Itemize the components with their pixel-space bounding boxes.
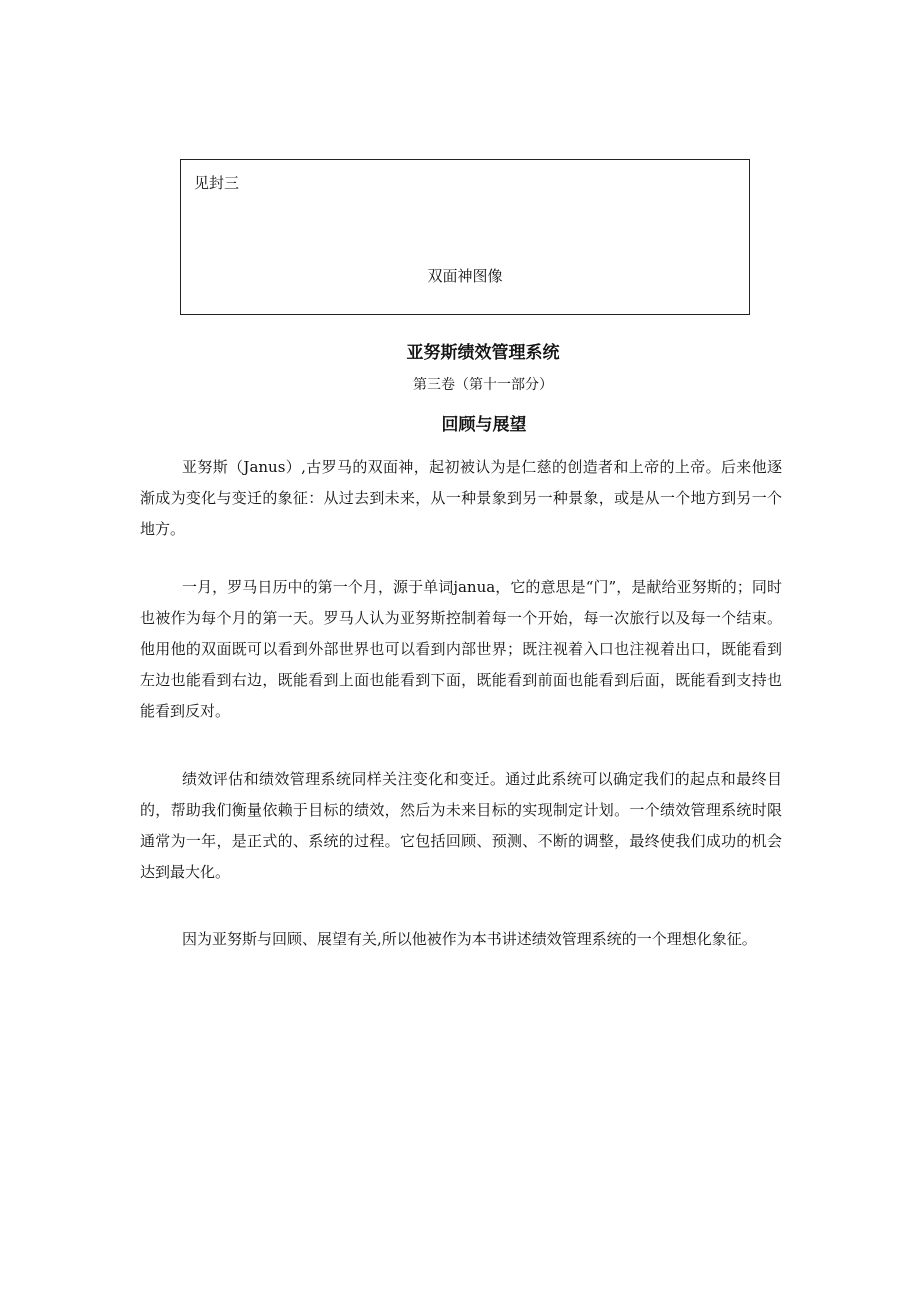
document-title: 亚努斯绩效管理系统 xyxy=(406,343,560,363)
paragraph-3: 绩效评估和绩效管理系统同样关注变化和变迁。通过此系统可以确定我们的起点和最终目的，帮助我们衡量依赖于目标的绩效，然后为未来目标的实现制定计划。一个绩效管理系统时限通常为一年，是正式的、系统的过程。它包括回顾、预测、不断的调整，最终使我们成功的机会达到最大化。 xyxy=(140,770,782,881)
section-title: 回顾与展望 xyxy=(441,415,527,435)
paragraph-4: 因为亚努斯与回顾、展望有关,所以他被作为本书讲述绩效管理系统的一个理想化象征。 xyxy=(182,930,757,948)
document-subtitle: 第三卷（第十一部分） xyxy=(413,377,553,393)
figure-reference-text: 见封三 xyxy=(194,174,240,192)
figure-placeholder-box xyxy=(180,159,750,315)
figure-caption: 双面神图像 xyxy=(427,267,503,285)
paragraph-2: 一月，罗马日历中的第一个月，源于单词janua，它的意思是“门”，是献给亚努斯的；同时也被作为每个月的第一天。罗马人认为亚努斯控制着每一个开始，每一次旅行以及每一个结束。他用他的双面既可以看到外部世界也可以看到内部世界；既注视着入口也注视着出口，既能看到左边也能看到右边，既能看到上面也能看到下面，既能看到前面也能看到后面，既能看到支持也能看到反对。 xyxy=(140,578,782,720)
paragraph-1: 亚努斯（Janus）,古罗马的双面神，起初被认为是仁慈的创造者和上帝的上帝。后来他逐渐成为变化与变迁的象征：从过去到未来，从一种景象到另一种景象，或是从一个地方到另一个地方。 xyxy=(140,458,782,538)
